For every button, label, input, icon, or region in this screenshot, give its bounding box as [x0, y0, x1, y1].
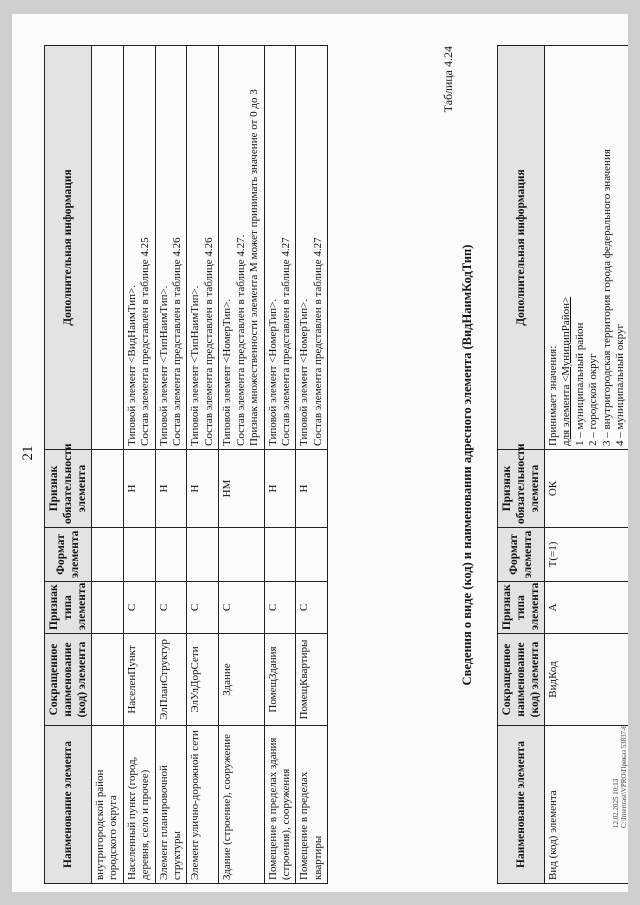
- header-name: Наименование элемента: [498, 726, 545, 884]
- cell-info: [219, 46, 264, 450]
- cell-info: [545, 46, 628, 450]
- cell-type: С: [219, 582, 264, 634]
- header-info: Дополнительная информация: [498, 46, 545, 450]
- cell-req: Н: [264, 450, 296, 528]
- cell-name: Здание (строение), сооружение: [219, 726, 264, 884]
- table-row: [264, 46, 296, 884]
- header-format: Формат элемента: [45, 528, 92, 582]
- table-header-row: [45, 46, 92, 884]
- info-line: Состав элемента представлен в таблице 4.27: [311, 237, 324, 446]
- cell-code: ВидКод: [545, 634, 628, 726]
- table-row: [187, 46, 219, 884]
- cell-type: С: [296, 582, 328, 634]
- cell-format: [92, 528, 124, 582]
- cell-format: T(=1): [545, 528, 628, 582]
- cell-req: Н: [296, 450, 328, 528]
- cell-format: [155, 528, 187, 582]
- page-number: 21: [20, 445, 36, 461]
- header-format: Формат элемента: [498, 528, 545, 582]
- footer-date: 12.02.2025 10:13: [612, 778, 620, 828]
- info-value: 4 – муниципальный округ: [614, 323, 627, 446]
- header-req: Признак обязательности элемента: [45, 450, 92, 528]
- cell-info: [187, 46, 219, 450]
- cell-code: ЭлПланСтруктур: [155, 634, 187, 726]
- header-code: Сокращенное наименование (код) элемента: [498, 634, 545, 726]
- info-line: Типовой элемент <ТипНаимТип>.: [189, 285, 202, 446]
- cell-name: Помещение в пределах здания (строения), сооружения: [264, 726, 296, 884]
- document-page: [12, 14, 628, 892]
- cell-code: ПомещЗдания: [264, 634, 296, 726]
- table-header-row: [498, 46, 545, 884]
- info-line: Признак множественности элемента М может принимать значение от 0 до 3: [248, 89, 261, 446]
- header-code: Сокращенное наименование (код) элемента: [45, 634, 92, 726]
- info-line: Типовой элемент <НомерТип>.: [298, 298, 311, 446]
- cell-info: [92, 46, 124, 450]
- info-line: Типовой элемент <ТипНаимТип>.: [157, 285, 170, 446]
- info-value: 1 – муниципальный район: [573, 322, 586, 446]
- cell-info: [155, 46, 187, 450]
- cell-format: [187, 528, 219, 582]
- table-label: Таблица 4.24: [441, 46, 455, 113]
- cell-format: [123, 528, 155, 582]
- cell-req: НМ: [219, 450, 264, 528]
- info-value: 3 – внутригородская территория города федерального значения: [600, 149, 613, 446]
- cell-type: [92, 582, 124, 634]
- table-row: [219, 46, 264, 884]
- cell-format: [219, 528, 264, 582]
- cell-name: внутригородской район городского округа: [92, 726, 124, 884]
- elements-table: [44, 45, 328, 884]
- info-line: Состав элемента представлен в таблице 4.26: [171, 237, 184, 446]
- table-row: [123, 46, 155, 884]
- info-line: Типовой элемент <НомерТип>.: [221, 298, 234, 446]
- cell-format: [296, 528, 328, 582]
- cell-code: ПомещКвартиры: [296, 634, 328, 726]
- table-row: [92, 46, 124, 884]
- header-name: Наименование элемента: [45, 726, 92, 884]
- cell-name: Вид (код) элемента: [545, 726, 628, 884]
- cell-format: [264, 528, 296, 582]
- cell-code: [92, 634, 124, 726]
- cell-info: [123, 46, 155, 450]
- cell-req: [92, 450, 124, 528]
- info-line: Типовой элемент <НомерТип>.: [266, 298, 279, 446]
- cell-info: [264, 46, 296, 450]
- info-intro: Принимает значения:: [547, 345, 560, 446]
- cell-req: ОК: [545, 450, 628, 528]
- info-value: 2 – городской округ: [587, 353, 600, 446]
- table-title: Сведения о виде (код) и наименовании адресного элемента (ВидНаимКодТип): [460, 244, 474, 686]
- header-req: Признак обязательности элемента: [498, 450, 545, 528]
- rotated-content: [12, 14, 628, 892]
- footer-stamp: [612, 725, 628, 828]
- cell-req: Н: [187, 450, 219, 528]
- cell-code: Здание: [219, 634, 264, 726]
- footer-path: С:\Intertrast\VPRO\Приказ 53837-6: [620, 725, 628, 828]
- cell-name: Элемент улично-дорожной сети: [187, 726, 219, 884]
- table-row: [155, 46, 187, 884]
- info-line: Состав элемента представлен в таблице 4.26: [202, 237, 215, 446]
- cell-req: Н: [123, 450, 155, 528]
- cell-code: ЭлУлДорСети: [187, 634, 219, 726]
- info-line: Состав элемента представлен в таблице 4.27.: [234, 234, 247, 446]
- cell-req: Н: [155, 450, 187, 528]
- cell-code: НаселенПункт: [123, 634, 155, 726]
- info-for: для элемента <МуниципРайон>: [560, 296, 573, 446]
- header-type: Признак типа элемента: [45, 582, 92, 634]
- header-info: Дополнительная информация: [45, 46, 92, 450]
- cell-type: С: [123, 582, 155, 634]
- cell-name: Элемент планировочной структуры: [155, 726, 187, 884]
- cell-type: С: [187, 582, 219, 634]
- kind-code-table: [497, 45, 628, 884]
- cell-type: А: [545, 582, 628, 634]
- cell-type: С: [264, 582, 296, 634]
- info-line: Состав элемента представлен в таблице 4.27: [279, 237, 292, 446]
- cell-name: Населенный пункт (город, деревня, село и прочее): [123, 726, 155, 884]
- info-line: Типовой элемент <ВидНаимТип>.: [125, 284, 138, 446]
- cell-type: С: [155, 582, 187, 634]
- cell-name: Помещение в пределах квартиры: [296, 726, 328, 884]
- info-line: Состав элемента представлен в таблице 4.25: [139, 237, 152, 446]
- cell-info: [296, 46, 328, 450]
- table-row: [296, 46, 328, 884]
- header-type: Признак типа элемента: [498, 582, 545, 634]
